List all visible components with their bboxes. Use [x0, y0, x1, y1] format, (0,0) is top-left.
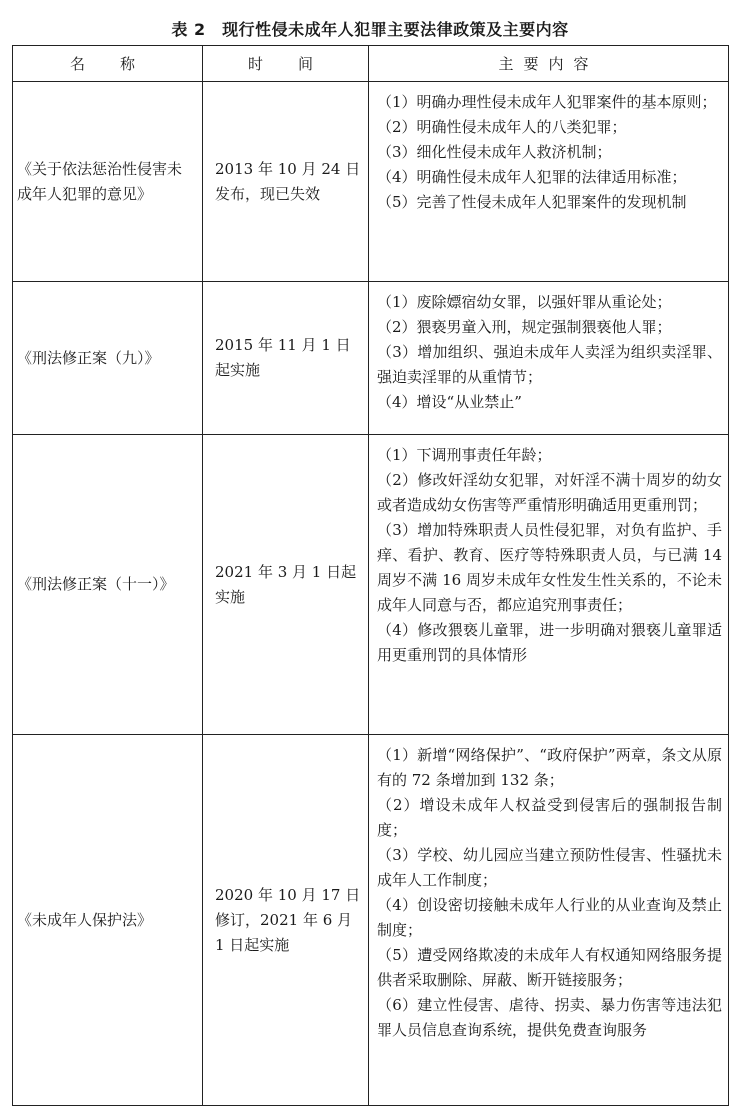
- row-content: [369, 282, 729, 435]
- content-item: （3）学校、幼儿园应当建立预防性侵害、性骚扰未成年人工作制度；: [377, 846, 722, 889]
- row-time: 2020 年 10 月 17 日修订，2021 年 6 月 1 日起实施: [203, 735, 369, 1106]
- content-item: （3）增加特殊职责人员性侵犯罪，对负有监护、手痒、看护、教育、医疗等特殊职责人员，与已满 14 周岁不满 16 周岁未成年女性发生性关系的，不论未成年人同意与否，都应追究刑事责任；: [377, 521, 722, 614]
- table-row: [13, 735, 729, 1106]
- row-time: 2021 年 3 月 1 日起实施: [203, 435, 369, 735]
- content-item: （5）遭受网络欺凌的未成年人有权通知网络服务提供者采取删除、屏蔽、断开链接服务；: [377, 946, 722, 989]
- table-row: [13, 282, 729, 435]
- table-row: [13, 435, 729, 735]
- row-name: 《刑法修正案（九）》: [13, 282, 203, 435]
- content-item: （1）下调刑事责任年龄；: [377, 446, 552, 464]
- header-time: 时 间: [203, 46, 369, 82]
- table-title: 表 2 现行性侵未成年人犯罪主要法律政策及主要内容: [171, 20, 569, 39]
- row-name: 《未成年人保护法》: [13, 735, 203, 1106]
- content-item: （1）明确办理性侵未成年人犯罪案件的基本原则；: [377, 93, 717, 111]
- content-item: （2）修改奸淫幼女犯罪，对奸淫不满十周岁的幼女或者造成幼女伤害等严重情形明确适用更重刑罚；: [377, 471, 722, 514]
- content-item: （1）新增“网络保护”、“政府保护”两章，条文从原有的 72 条增加到 132 条；: [377, 746, 722, 789]
- content-item: （4）增设“从业禁止”: [377, 393, 522, 411]
- row-name: 《刑法修正案（十一）》: [13, 435, 203, 735]
- header-row: [13, 46, 729, 82]
- content-item: （6）建立性侵害、虐待、拐卖、暴力伤害等违法犯罪人员信息查询系统，提供免费查询服务: [377, 996, 722, 1039]
- content-item: （4）创设密切接触未成年人行业的从业查询及禁止制度；: [377, 896, 722, 939]
- row-content: [369, 82, 729, 282]
- content-item: （1）废除嫖宿幼女罪，以强奸罪从重论处；: [377, 293, 672, 311]
- row-time: 2015 年 11 月 1 日起实施: [203, 282, 369, 435]
- content-item: （2）猥亵男童入刑，规定强制猥亵他人罪；: [377, 318, 672, 336]
- content-item: （4）修改猥亵儿童罪，进一步明确对猥亵儿童罪适用更重刑罚的具体情形: [377, 621, 722, 664]
- row-content: [369, 735, 729, 1106]
- content-item: （4）明确性侵未成年人犯罪的法律适用标准；: [377, 168, 687, 186]
- content-item: （3）增加组织、强迫未成年人卖淫为组织卖淫罪、强迫卖淫罪的从重情节；: [377, 343, 722, 386]
- row-content: [369, 435, 729, 735]
- row-time: 2013 年 10 月 24 日发布，现已失效: [203, 82, 369, 282]
- header-name: 名 称: [13, 46, 203, 82]
- content-item: （2）明确性侵未成年人的八类犯罪；: [377, 118, 627, 136]
- row-name: 《关于依法惩治性侵害未成年人犯罪的意见》: [13, 82, 203, 282]
- content-item: （5）完善了性侵未成年人犯罪案件的发现机制: [377, 193, 687, 211]
- content-item: （2）增设未成年人权益受到侵害后的强制报告制度；: [377, 796, 722, 839]
- header-content: 主要内容: [369, 46, 729, 82]
- content-item: （3）细化性侵未成年人救济机制；: [377, 143, 612, 161]
- table-row: [13, 82, 729, 282]
- law-policy-table: [12, 45, 729, 1106]
